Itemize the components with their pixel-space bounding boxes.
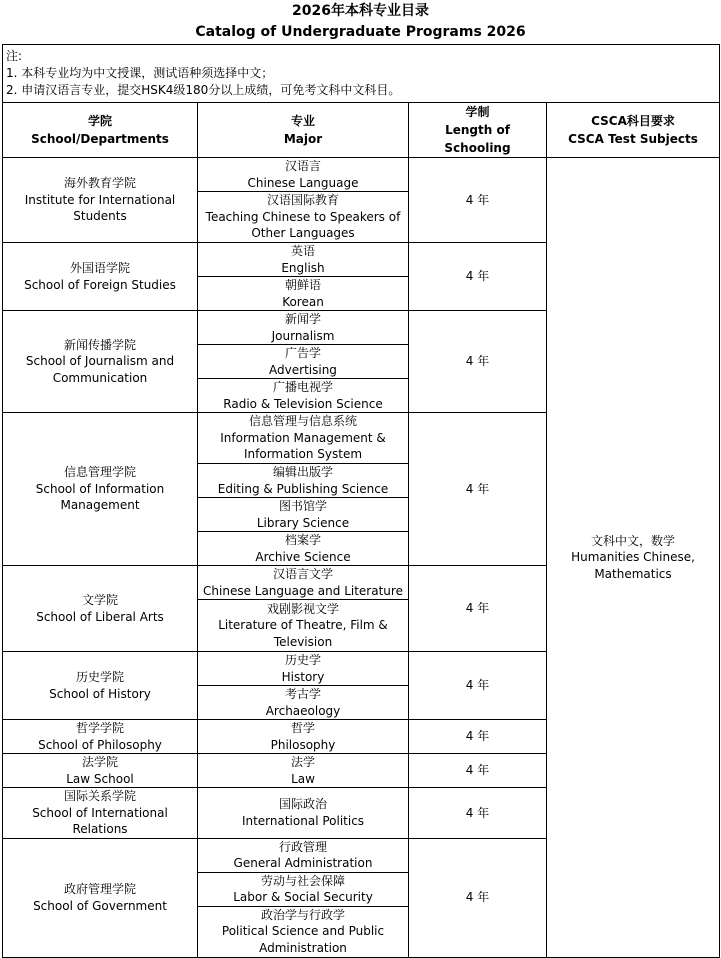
school-name-en: Law School [66, 771, 134, 786]
major-name-zh: 编辑出版学 [272, 465, 333, 479]
major-name-zh: 国际政治 [278, 797, 327, 812]
length-cell [409, 788, 547, 839]
school-cell [3, 243, 198, 311]
school-name-en: School of Philosophy [38, 737, 162, 752]
major-name-en: Information Management & Information System [220, 430, 386, 462]
school-name-zh: 文学院 [81, 593, 118, 607]
major-name-zh: 汉语言 [284, 159, 321, 173]
school-name-en: Institute for International Students [24, 192, 176, 224]
major-name-zh: 戏剧影视文学 [266, 601, 339, 616]
major-cell [198, 311, 409, 345]
major-cell [198, 872, 409, 906]
school-cell [3, 566, 198, 652]
length-value: 4 年 [465, 481, 490, 496]
length-value: 4 年 [465, 729, 490, 744]
school-cell [3, 158, 198, 243]
header-length [409, 103, 547, 158]
school-name-zh: 哲学学院 [75, 721, 124, 735]
major-cell [198, 600, 409, 652]
major-name-en: Library Science [256, 515, 350, 530]
school-name-zh: 历史学院 [75, 670, 124, 684]
length-value: 4 年 [465, 890, 490, 905]
major-name-en: Labor & Social Security [233, 890, 373, 904]
school-cell [3, 838, 198, 957]
school-name-zh: 国际关系学院 [63, 789, 136, 803]
header-school-zh: 学院 [87, 114, 112, 128]
notes-row [3, 45, 720, 103]
school-name-en: School of Information Management [35, 481, 165, 513]
length-value: 4 年 [465, 805, 490, 820]
major-name-zh: 朝鲜语 [284, 278, 321, 292]
header-length-en: Length of Schooling [444, 123, 511, 155]
major-cell [198, 379, 409, 413]
length-value: 4 年 [465, 763, 490, 778]
major-name-en: History [281, 669, 325, 684]
header-csca-zh: CSCA科目要求 [591, 114, 675, 128]
major-name-zh: 考古学 [284, 687, 321, 701]
length-value: 4 年 [465, 354, 490, 369]
header-csca-en: CSCA Test Subjects [568, 132, 698, 146]
major-cell [198, 686, 409, 720]
major-name-zh: 新闻学 [284, 312, 321, 326]
school-cell [3, 413, 198, 566]
major-cell [198, 652, 409, 686]
major-name-en: Chinese Language and Literature [203, 583, 403, 598]
school-name-zh: 外国语学院 [69, 261, 130, 275]
major-name-zh: 劳动与社会保障 [260, 873, 345, 888]
major-cell [198, 498, 409, 532]
major-name-en: Korean [282, 294, 324, 309]
table-row [3, 158, 720, 192]
length-cell [409, 158, 547, 243]
length-value: 4 年 [465, 601, 490, 616]
school-name-en: School of Foreign Studies [24, 277, 176, 292]
school-name-en: School of International Relations [32, 805, 168, 836]
major-name-en: Archive Science [255, 549, 351, 564]
major-name-zh: 政治学与行政学 [260, 907, 345, 922]
note-item: 1. 本科专业均为中文授课，测试语种须选择中文； [6, 66, 274, 80]
major-name-zh: 行政管理 [278, 839, 327, 854]
major-name-zh: 汉语言文学 [272, 567, 333, 581]
length-cell [409, 413, 547, 566]
school-name-zh: 新闻传播学院 [63, 337, 136, 352]
major-name-zh: 历史学 [284, 653, 321, 667]
length-value: 4 年 [465, 678, 490, 693]
note-item: 2. 申请汉语言专业，提交HSK4级180分以上成绩，可免考文科中文科目。 [6, 83, 401, 97]
school-name-zh: 政府管理学院 [63, 882, 136, 896]
csca-subjects-zh: 文科中文，数学 [591, 533, 676, 548]
length-cell [409, 652, 547, 720]
major-name-zh: 广告学 [284, 346, 321, 360]
major-name-zh: 英语 [290, 244, 315, 258]
major-cell [198, 345, 409, 379]
major-cell [198, 838, 409, 872]
notes-label: 注: [6, 49, 23, 63]
major-cell [198, 720, 409, 754]
page-title-english: Catalog of Undergraduate Programs 2026 [195, 24, 526, 40]
length-cell [409, 243, 547, 311]
major-name-en: Radio & Television Science [223, 396, 383, 411]
school-name-zh: 海外教育学院 [63, 176, 136, 191]
length-cell [409, 311, 547, 413]
csca-subjects-cell [547, 158, 720, 958]
major-name-zh: 哲学 [290, 721, 315, 735]
major-cell [198, 464, 409, 498]
major-name-en: Political Science and Public Administration [221, 924, 385, 955]
header-major-en: Major [283, 132, 323, 146]
major-name-zh: 法学 [290, 755, 315, 769]
school-name-zh: 信息管理学院 [63, 465, 136, 480]
header-school [3, 103, 198, 158]
school-name-en: School of History [49, 686, 151, 701]
length-cell [409, 566, 547, 652]
school-name-en: School of Journalism and Communication [25, 354, 175, 385]
major-name-en: Literature of Theatre, Film & Television [218, 618, 388, 649]
major-cell [198, 532, 409, 566]
length-cell [409, 838, 547, 957]
major-name-en: Chinese Language [247, 175, 359, 190]
header-school-en: School/Departments [31, 132, 169, 146]
major-name-zh: 汉语国际教育 [266, 193, 339, 208]
major-name-zh: 广播电视学 [272, 380, 333, 394]
length-value: 4 年 [465, 192, 490, 207]
major-name-zh: 信息管理与信息系统 [248, 414, 357, 429]
major-cell [198, 192, 409, 243]
major-name-en: General Administration [233, 856, 373, 870]
major-cell [198, 158, 409, 192]
page-title-chinese: 2026年本科专业目录 [292, 3, 429, 19]
major-name-en: Philosophy [270, 737, 336, 752]
csca-subjects-en: Humanities Chinese, Mathematics [571, 550, 695, 581]
header-row [3, 103, 720, 158]
major-name-en: English [281, 260, 325, 275]
major-cell [198, 413, 409, 464]
major-name-zh: 图书馆学 [278, 499, 327, 513]
school-cell [3, 720, 198, 754]
header-csca [547, 103, 720, 158]
school-cell [3, 788, 198, 839]
major-name-en: Advertising [269, 362, 337, 377]
school-cell [3, 311, 198, 413]
header-major [198, 103, 409, 158]
program-catalog-table [2, 44, 720, 958]
school-name-zh: 法学院 [81, 755, 118, 769]
major-name-zh: 档案学 [284, 533, 321, 547]
school-cell [3, 754, 198, 788]
school-cell [3, 652, 198, 720]
major-cell [198, 906, 409, 957]
header-length-zh: 学制 [465, 105, 490, 119]
length-cell [409, 754, 547, 788]
major-cell [198, 566, 409, 600]
major-cell [198, 243, 409, 277]
major-name-en: Teaching Chinese to Speakers of Other Languages [205, 209, 401, 241]
major-name-en: International Politics [241, 813, 365, 828]
major-cell [198, 788, 409, 839]
school-name-en: School of Liberal Arts [36, 609, 164, 624]
major-name-en: Archaeology [265, 703, 341, 718]
major-name-en: Law [291, 771, 315, 786]
notes-cell [3, 45, 720, 103]
length-value: 4 年 [465, 269, 490, 284]
major-name-en: Editing & Publishing Science [217, 481, 389, 496]
major-cell [198, 754, 409, 788]
major-name-en: Journalism [271, 328, 335, 343]
length-cell [409, 720, 547, 754]
header-major-zh: 专业 [290, 114, 315, 128]
major-cell [198, 277, 409, 311]
school-name-en: School of Government [33, 898, 167, 913]
